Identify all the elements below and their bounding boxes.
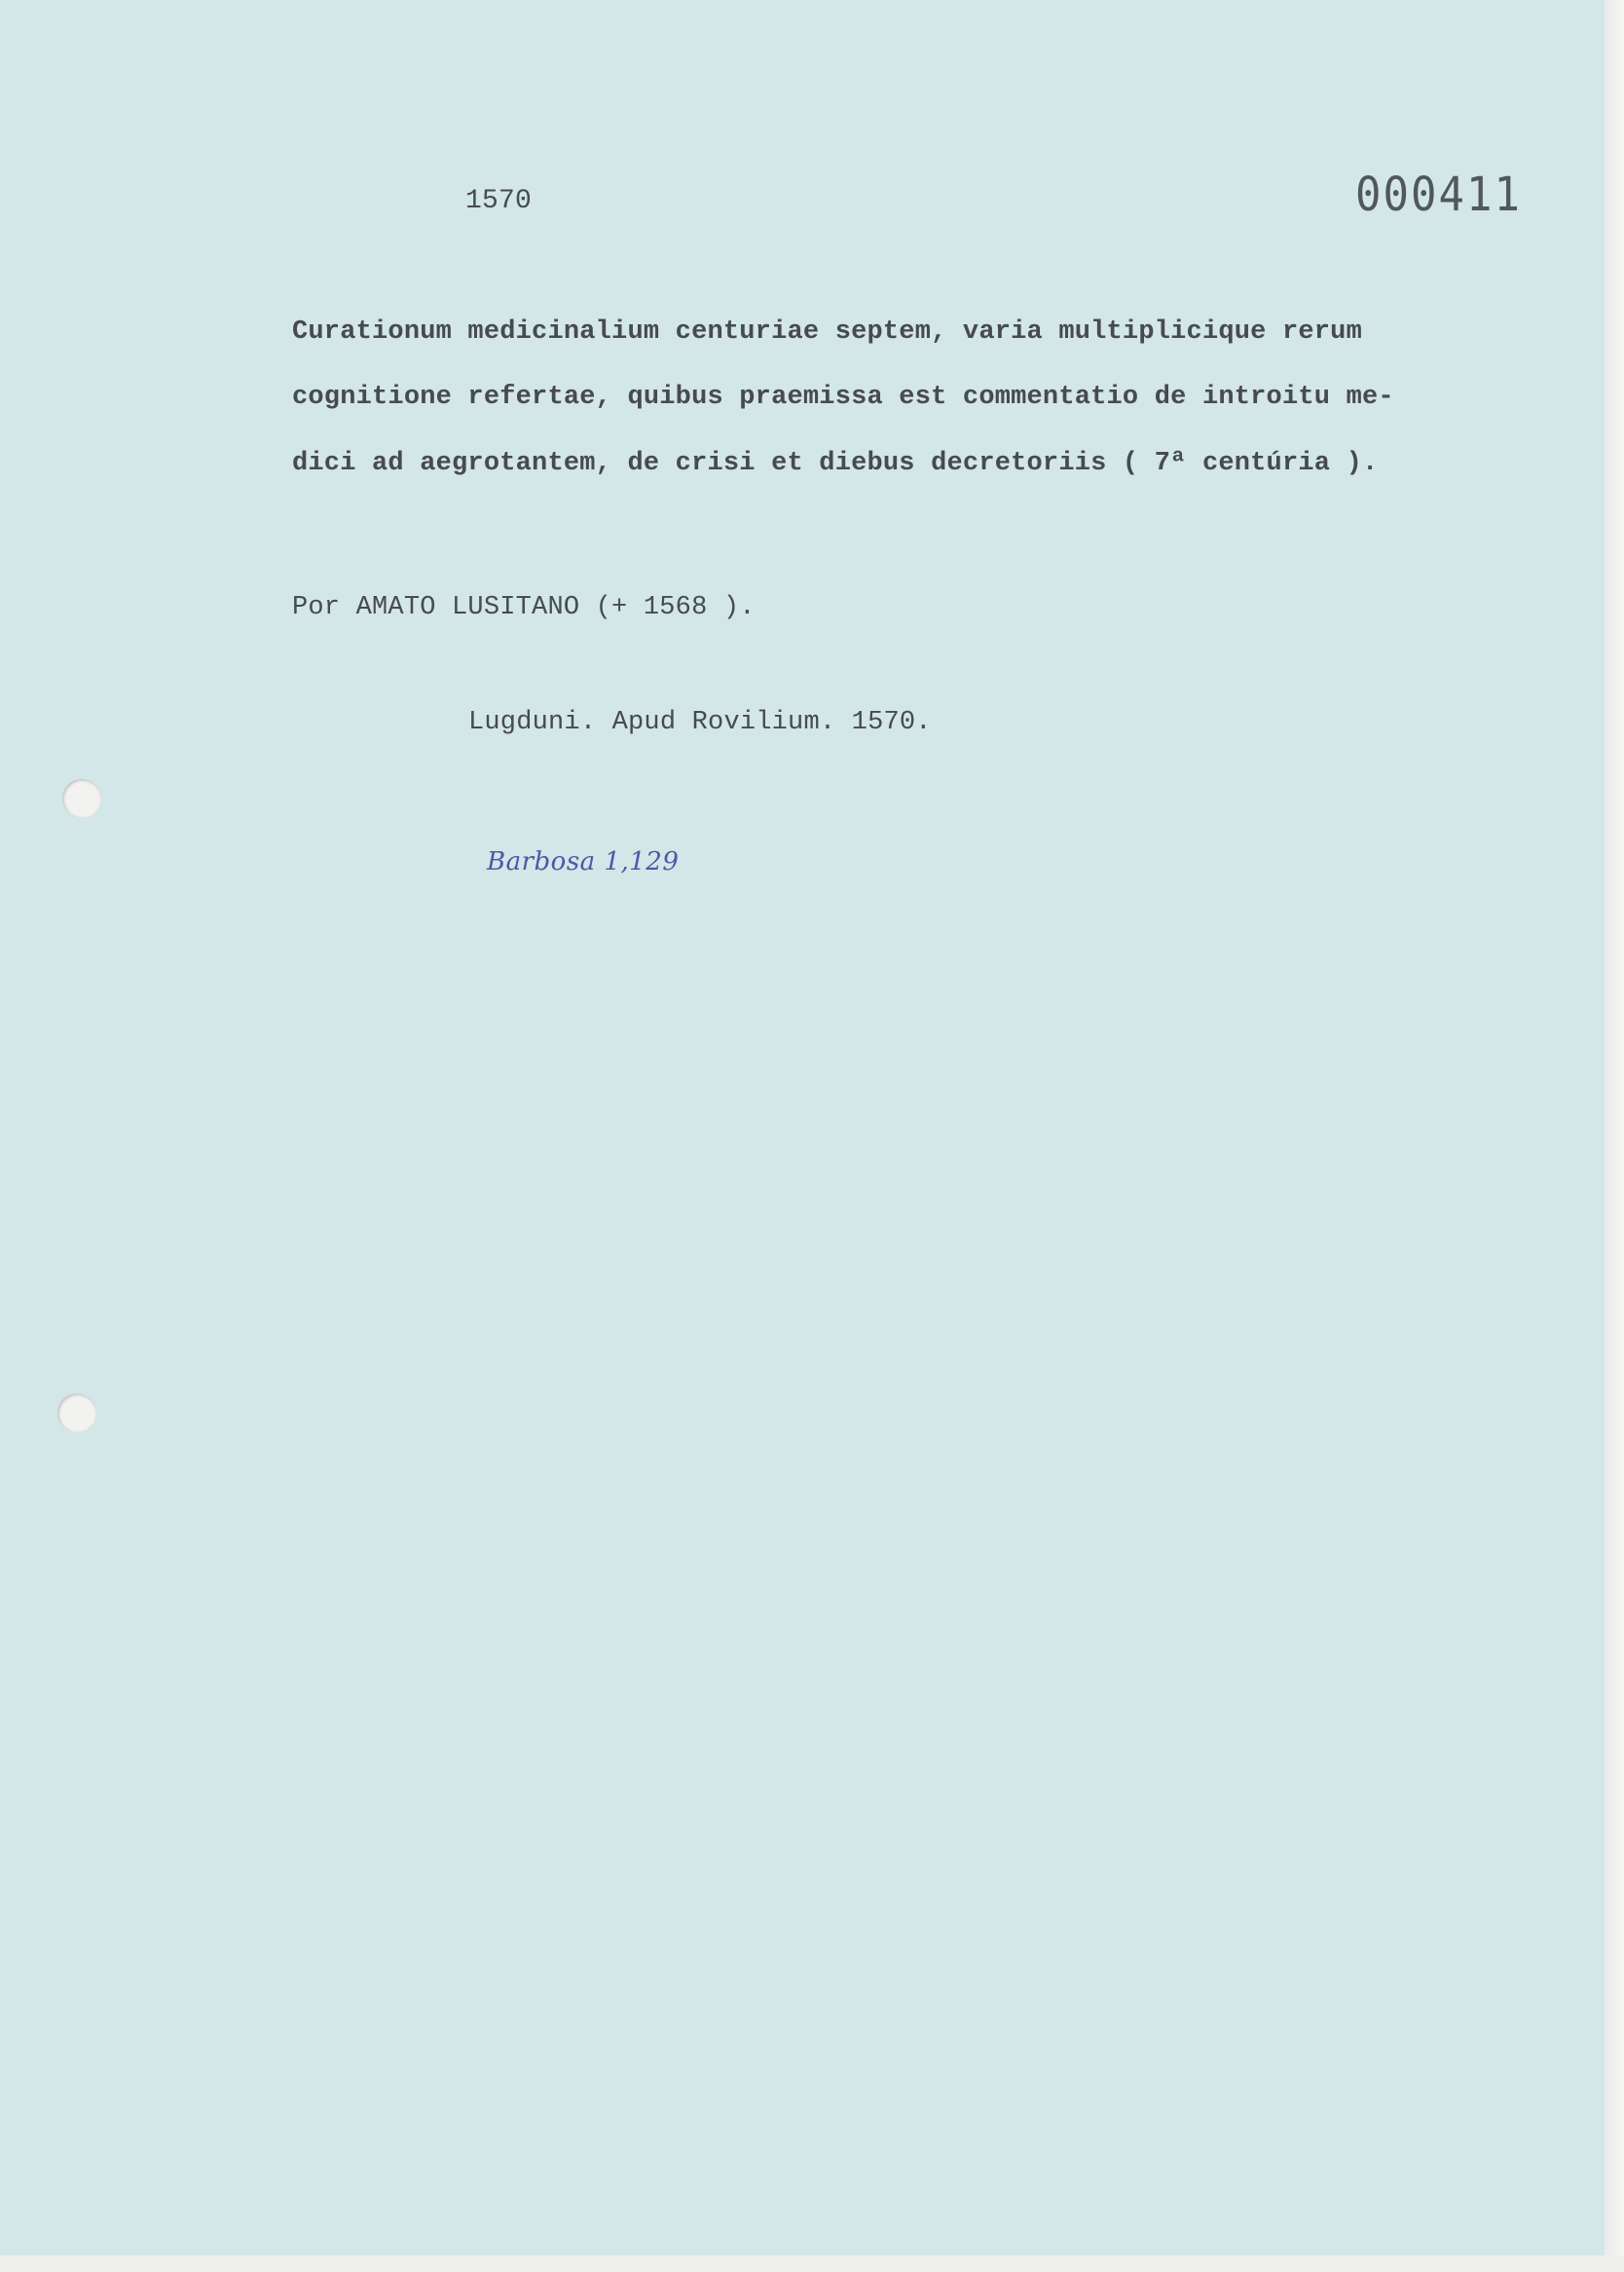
scan-edge-bottom: [0, 2255, 1624, 2272]
catalog-number-stamp: 000411: [1355, 168, 1522, 223]
imprint-line: Lugduni. Apud Rovilium. 1570.: [468, 708, 932, 737]
author-line: Por AMATO LUSITANO (+ 1568 ).: [292, 593, 756, 622]
title-line: dici ad aegrotantem, de crisi et diebus decretoriis ( 7ª centúria ).: [292, 449, 1379, 478]
card-year: 1570: [465, 186, 533, 216]
handwritten-note: Barbosa 1,129: [487, 847, 680, 876]
title-line: Curationum medicinalium centuriae septem, varia multiplicique rerum: [292, 317, 1362, 347]
punch-hole: [62, 779, 101, 818]
scan-edge-right: [1605, 0, 1624, 2272]
title-line: cognitione refertae, quibus praemissa est commentatio de introitu me-: [292, 383, 1394, 412]
punch-hole: [57, 1394, 96, 1433]
